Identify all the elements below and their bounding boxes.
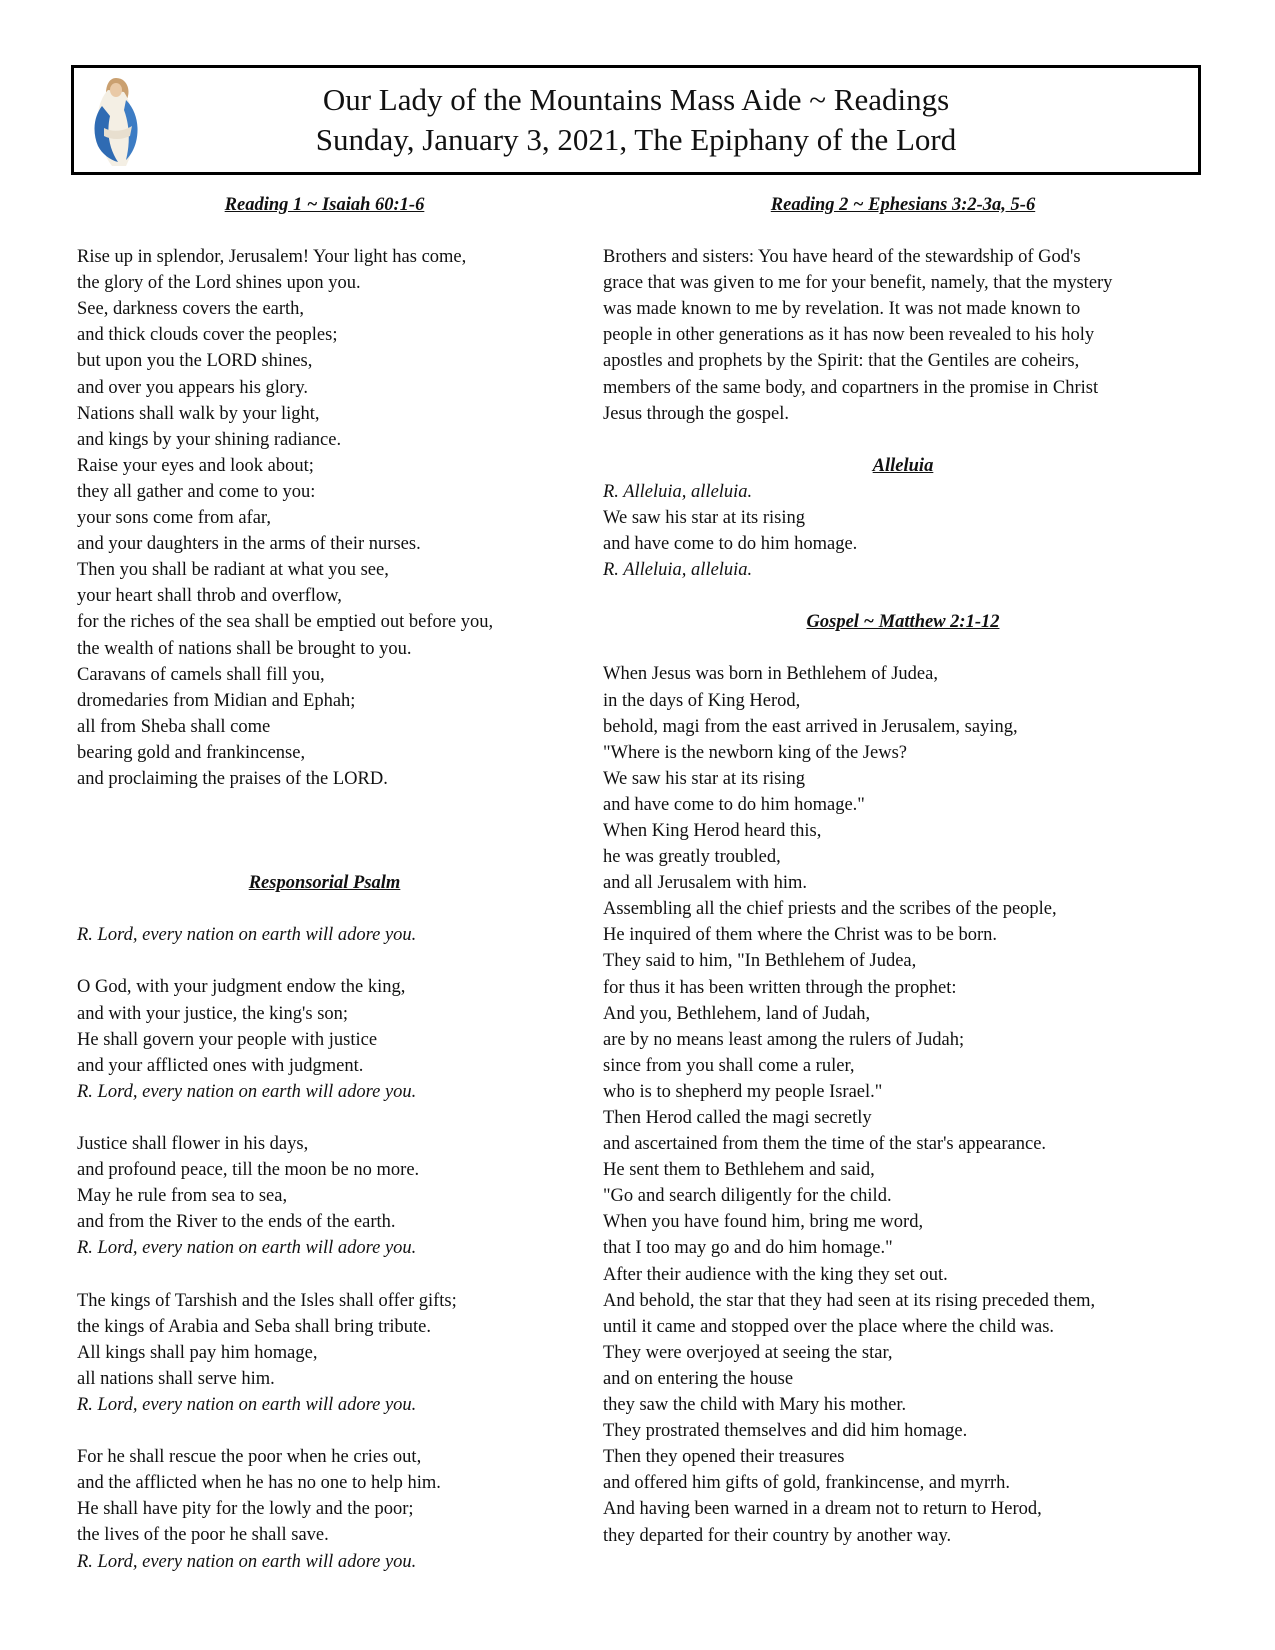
- text-line: and proclaiming the praises of the LORD.: [77, 768, 388, 789]
- text-line: He shall have pity for the lowly and the poor;: [77, 1499, 414, 1520]
- text-line: the kings of Arabia and Seba shall bring tribute.: [77, 1316, 431, 1337]
- text-line: and have come to do him homage.: [603, 534, 858, 555]
- text-line: since from you shall come a ruler,: [603, 1055, 855, 1076]
- text-line: "Go and search diligently for the child.: [603, 1186, 892, 1207]
- reading2-text: [603, 244, 1203, 427]
- text-line: He inquired of them where the Christ was to be born.: [603, 925, 998, 946]
- page-header: [71, 65, 1201, 175]
- text-line: Assembling all the chief priests and the scribes of the people,: [603, 899, 1057, 920]
- text-line: and with your justice, the king's son;: [77, 1003, 349, 1024]
- reading1-heading: Reading 1 ~ Isaiah 60:1-6: [224, 195, 425, 215]
- text-line: are by no means least among the rulers of Judah;: [603, 1029, 965, 1050]
- text-line: bearing gold and frankincense,: [77, 742, 306, 763]
- text-line: grace that was given to me for your benefit, namely, that the mystery: [603, 273, 1113, 294]
- text-line: who is to shepherd my people Israel.": [603, 1081, 883, 1102]
- text-line: members of the same body, and copartners in the promise in Christ: [603, 377, 1099, 398]
- text-line: but upon you the LORD shines,: [77, 351, 313, 372]
- text-line: and over you appears his glory.: [77, 377, 309, 398]
- text-line: They were overjoyed at seeing the star,: [603, 1342, 893, 1363]
- alleluia-response: R. Alleluia, alleluia.: [603, 481, 753, 502]
- psalm-heading: Responsorial Psalm: [248, 873, 401, 894]
- text-line: O God, with your judgment endow the king,: [77, 977, 406, 998]
- text-line: And behold, the star that they had seen at its rising preceded them,: [603, 1290, 1096, 1311]
- text-line: and all Jerusalem with him.: [603, 873, 807, 894]
- text-line: your heart shall throb and overflow,: [77, 586, 342, 607]
- text-line: in the days of King Herod,: [603, 690, 801, 711]
- text-line: Then they opened their treasures: [603, 1447, 845, 1468]
- psalm-stanza: [77, 1131, 572, 1261]
- text-line: Jesus through the gospel.: [603, 403, 790, 424]
- text-line: Caravans of camels shall fill you,: [77, 664, 325, 685]
- text-line: And you, Bethlehem, land of Judah,: [603, 1003, 871, 1024]
- text-line: they saw the child with Mary his mother.: [603, 1395, 907, 1416]
- text-line: Raise your eyes and look about;: [77, 455, 314, 476]
- text-line: for the riches of the sea shall be emptied out before you,: [77, 612, 494, 633]
- text-line: was made known to me by revelation. It was not made known to: [603, 299, 1081, 320]
- text-line: Then Herod called the magi secretly: [603, 1108, 872, 1128]
- text-line: people in other generations as it has now been revealed to his holy: [603, 325, 1095, 346]
- text-line: and have come to do him homage.": [603, 794, 865, 815]
- text-line: for thus it has been written through the prophet:: [603, 977, 957, 998]
- text-line: they departed for their country by another way.: [603, 1525, 952, 1546]
- left-column: [77, 192, 572, 1575]
- text-line: Rise up in splendor, Jerusalem! Your light has come,: [77, 247, 467, 268]
- text-line: and offered him gifts of gold, frankincense, and myrrh.: [603, 1473, 1011, 1494]
- text-line: and your afflicted ones with judgment.: [77, 1055, 364, 1076]
- text-line: When Jesus was born in Bethlehem of Judea,: [603, 664, 938, 685]
- reading2-heading: Reading 2 ~ Ephesians 3:2-3a, 5-6: [770, 195, 1036, 215]
- text-line: They prostrated themselves and did him homage.: [603, 1421, 968, 1442]
- psalm-response: R. Lord, every nation on earth will adore you.: [77, 1394, 417, 1415]
- text-line: and kings by your shining radiance.: [77, 429, 342, 450]
- text-line: and on entering the house: [603, 1368, 794, 1389]
- text-line: For he shall rescue the poor when he cries out,: [77, 1447, 422, 1468]
- psalm-response: R. Lord, every nation on earth will adore you.: [77, 1238, 417, 1259]
- text-line: When King Herod heard this,: [603, 820, 822, 841]
- text-line: and the afflicted when he has no one to help him.: [77, 1473, 441, 1494]
- text-line: that I too may go and do him homage.": [603, 1238, 893, 1259]
- text-line: all from Sheba shall come: [77, 716, 271, 737]
- text-line: the wealth of nations shall be brought to you.: [77, 638, 412, 659]
- text-line: your sons come from afar,: [77, 508, 271, 529]
- gospel-heading: Gospel ~ Matthew 2:1-12: [806, 612, 1000, 633]
- psalm-stanza: [77, 1288, 572, 1418]
- text-line: until it came and stopped over the place where the child was.: [603, 1316, 1055, 1337]
- text-line: He sent them to Bethlehem and said,: [603, 1160, 875, 1181]
- text-line: they all gather and come to you:: [77, 481, 316, 502]
- psalm-response: R. Lord, every nation on earth will adore you.: [77, 1081, 417, 1102]
- text-line: Then you shall be radiant at what you see,: [77, 560, 389, 581]
- text-line: The kings of Tarshish and the Isles shall offer gifts;: [77, 1290, 457, 1311]
- text-line: "Where is the newborn king of the Jews?: [603, 742, 907, 763]
- psalm-response: R. Lord, every nation on earth will adore you.: [77, 925, 417, 946]
- header-title-line1: Our Lady of the Mountains Mass Aide ~ Readings: [322, 82, 950, 117]
- text-line: the lives of the poor he shall save.: [77, 1525, 329, 1546]
- text-line: and from the River to the ends of the earth.: [77, 1212, 396, 1233]
- text-line: May he rule from sea to sea,: [77, 1186, 288, 1207]
- text-line: behold, magi from the east arrived in Jerusalem, saying,: [603, 716, 1018, 737]
- text-line: and profound peace, till the moon be no more.: [77, 1160, 420, 1181]
- text-line: They said to him, "In Bethlehem of Judea,: [603, 951, 917, 972]
- text-line: the glory of the Lord shines upon you.: [77, 273, 361, 294]
- text-line: He shall govern your people with justice: [77, 1029, 378, 1050]
- text-line: all nations shall serve him.: [77, 1368, 275, 1389]
- psalm-response: R. Lord, every nation on earth will adore you.: [77, 1551, 417, 1572]
- text-line: apostles and prophets by the Spirit: that the Gentiles are coheirs,: [603, 351, 1080, 372]
- text-line: See, darkness covers the earth,: [77, 299, 305, 320]
- psalm-stanza: [77, 1444, 572, 1574]
- right-column: [603, 192, 1203, 1549]
- text-line: and your daughters in the arms of their nurses.: [77, 534, 421, 555]
- text-line: he was greatly troubled,: [603, 847, 781, 868]
- text-line: After their audience with the king they set out.: [603, 1264, 948, 1285]
- text-line: Justice shall flower in his days,: [77, 1134, 309, 1154]
- reading1-text: [77, 244, 572, 792]
- header-title-line2: Sunday, January 3, 2021, The Epiphany of the Lord: [315, 122, 957, 157]
- text-line: When you have found him, bring me word,: [603, 1212, 924, 1233]
- text-line: We saw his star at its rising: [603, 768, 805, 789]
- alleluia-heading: Alleluia: [872, 455, 934, 476]
- text-line: Brothers and sisters: You have heard of the stewardship of God's: [603, 247, 1081, 268]
- alleluia-response: R. Alleluia, alleluia.: [603, 560, 753, 581]
- text-line: dromedaries from Midian and Ephah;: [77, 690, 356, 711]
- text-line: And having been warned in a dream not to return to Herod,: [603, 1499, 1042, 1520]
- text-line: and ascertained from them the time of the star's appearance.: [603, 1134, 1047, 1155]
- psalm-stanza: [77, 974, 572, 1104]
- text-line: and thick clouds cover the peoples;: [77, 325, 338, 346]
- text-line: All kings shall pay him homage,: [77, 1342, 318, 1363]
- text-line: We saw his star at its rising: [603, 507, 805, 528]
- gospel-text: [603, 661, 1203, 1548]
- text-line: Nations shall walk by your light,: [77, 403, 320, 424]
